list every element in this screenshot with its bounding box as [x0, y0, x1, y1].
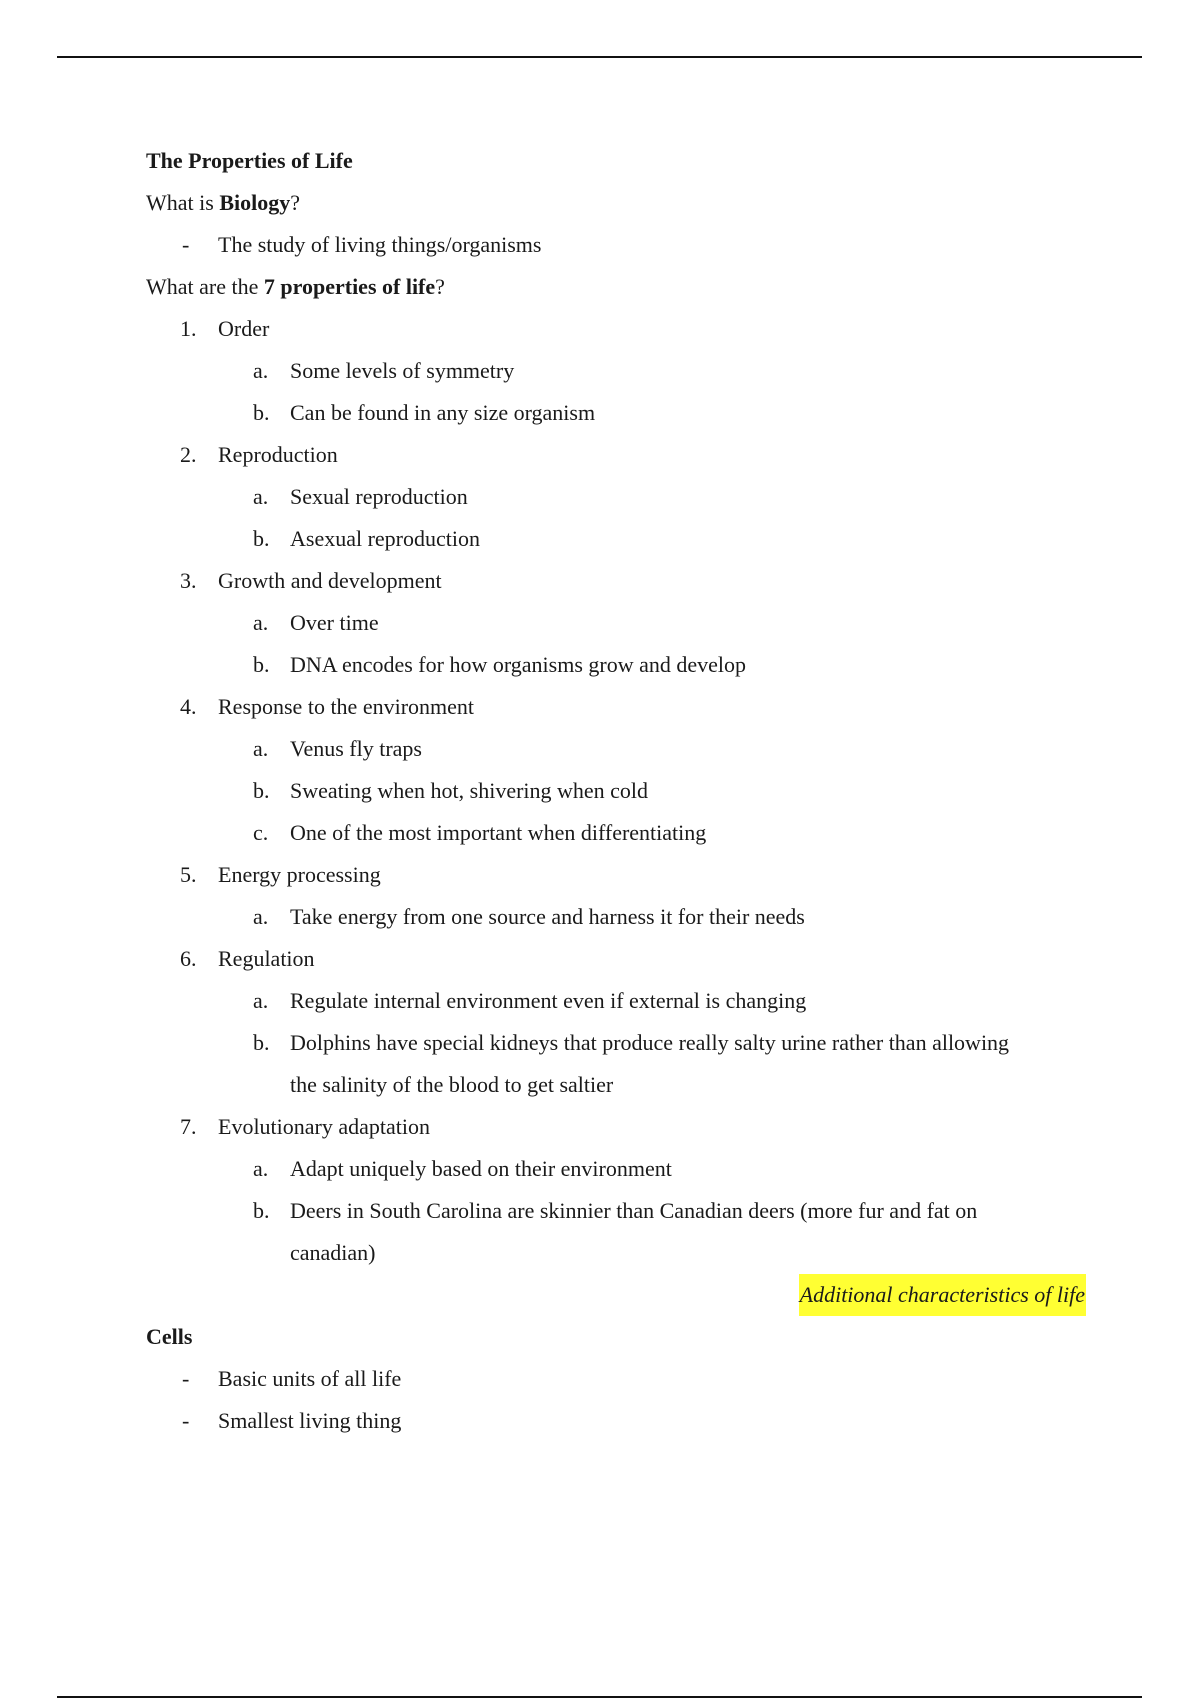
property-number: 2.: [180, 442, 197, 467]
property-detail: [0, 728, 1200, 770]
detail-letter: a.: [253, 484, 269, 509]
question-end: ?: [290, 190, 300, 215]
property-detail: [0, 1148, 1200, 1190]
property-number: 1.: [180, 316, 197, 341]
detail-letter: b.: [253, 400, 270, 425]
property-detail: [0, 1022, 1200, 1064]
detail-letter: a.: [253, 988, 269, 1013]
bottom-rule: [57, 1696, 1142, 1698]
detail-letter: b.: [253, 1030, 270, 1055]
property-detail: [0, 980, 1200, 1022]
property-detail: [0, 896, 1200, 938]
detail-text: Dolphins have special kidneys that produce really salty urine rather than allowing: [290, 1030, 1010, 1055]
question-text: What are the: [146, 274, 264, 299]
property-label: Evolutionary adaptation: [218, 1114, 430, 1139]
bullet-mark: -: [182, 232, 190, 257]
bullet-text: Smallest living thing: [218, 1408, 402, 1433]
property-item: [0, 434, 1200, 476]
list-item: [0, 1358, 1200, 1400]
cells-heading: Cells: [146, 1324, 193, 1349]
detail-text: Adapt uniquely based on their environment: [290, 1156, 672, 1181]
property-number: 3.: [180, 568, 197, 593]
detail-text: Sexual reproduction: [290, 484, 468, 509]
detail-text: Over time: [290, 610, 379, 635]
property-detail: [0, 602, 1200, 644]
detail-letter: a.: [253, 358, 269, 383]
detail-letter: c.: [253, 820, 269, 845]
question-biology: [146, 182, 1200, 224]
property-label: Regulation: [218, 946, 315, 971]
property-item: [0, 686, 1200, 728]
detail-letter: a.: [253, 736, 269, 761]
list-item: [0, 224, 1200, 266]
detail-letter: a.: [253, 1156, 269, 1181]
detail-letter: b.: [253, 778, 270, 803]
property-detail: [0, 518, 1200, 560]
bullet-mark: -: [182, 1408, 190, 1433]
property-detail: [0, 770, 1200, 812]
question-end: ?: [435, 274, 445, 299]
detail-text: Deers in South Carolina are skinnier than Canadian deers (more fur and fat on: [290, 1198, 978, 1223]
detail-text: DNA encodes for how organisms grow and develop: [290, 652, 747, 677]
question-bold: Biology: [219, 190, 291, 215]
property-number: 6.: [180, 946, 197, 971]
property-label: Growth and development: [218, 568, 442, 593]
property-detail: [0, 350, 1200, 392]
property-label: Reproduction: [218, 442, 338, 467]
highlighted-note: Additional characteristics of life: [799, 1274, 1086, 1316]
top-rule: [57, 56, 1142, 58]
property-detail: [0, 392, 1200, 434]
property-label: Order: [218, 316, 270, 341]
detail-continuation: the salinity of the blood to get saltier: [290, 1072, 614, 1097]
detail-text: Can be found in any size organism: [290, 400, 596, 425]
property-item: [0, 1106, 1200, 1148]
detail-letter: b.: [253, 652, 270, 677]
property-item: [0, 560, 1200, 602]
detail-letter: a.: [253, 610, 269, 635]
property-detail: [0, 1190, 1200, 1232]
detail-text: Asexual reproduction: [290, 526, 480, 551]
bullet-text: The study of living things/organisms: [218, 232, 542, 257]
property-label: Response to the environment: [218, 694, 475, 719]
property-number: 5.: [180, 862, 197, 887]
property-number: 4.: [180, 694, 197, 719]
list-item: [0, 1400, 1200, 1442]
bullet-text: Basic units of all life: [218, 1366, 402, 1391]
property-item: [0, 308, 1200, 350]
detail-letter: a.: [253, 904, 269, 929]
detail-text: Venus fly traps: [290, 736, 422, 761]
property-number: 7.: [180, 1114, 197, 1139]
highlight-line: [0, 1274, 1200, 1316]
detail-text: Take energy from one source and harness it for their needs: [290, 904, 805, 929]
properties-list: [0, 308, 1200, 1274]
property-item: [0, 938, 1200, 980]
question-bold: 7 properties of life: [263, 274, 436, 299]
detail-text: One of the most important when differentiating: [290, 820, 707, 845]
question-text: What is: [146, 190, 220, 215]
question-properties: [146, 266, 1200, 308]
property-detail: [0, 644, 1200, 686]
detail-text: Some levels of symmetry: [290, 358, 515, 383]
property-label: Energy processing: [218, 862, 381, 887]
detail-continuation: canadian): [290, 1240, 376, 1265]
detail-text: Regulate internal environment even if external is changing: [290, 988, 807, 1013]
property-detail: [0, 812, 1200, 854]
document-body: [0, 140, 1200, 1442]
property-item: [0, 854, 1200, 896]
detail-letter: b.: [253, 526, 270, 551]
bullet-mark: -: [182, 1366, 190, 1391]
detail-text: Sweating when hot, shivering when cold: [290, 778, 649, 803]
detail-letter: b.: [253, 1198, 270, 1223]
property-detail: [0, 476, 1200, 518]
page-title: The Properties of Life: [146, 148, 353, 173]
